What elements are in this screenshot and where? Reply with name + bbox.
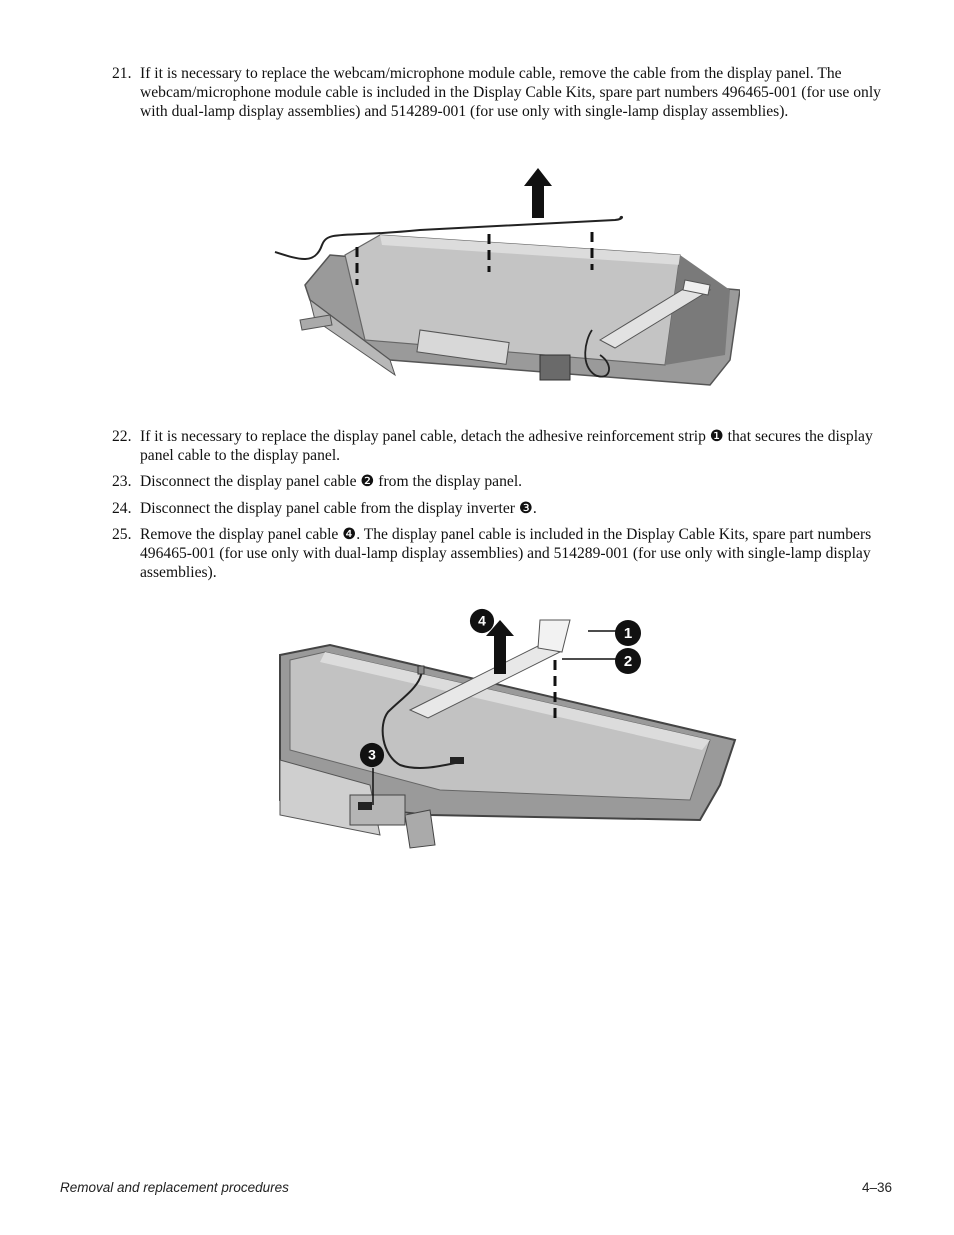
step-number: 25. xyxy=(112,526,132,543)
step-text: Remove the display panel cable ❹. The display panel cable is included in the Display Cable Kits, spare part numbers 496465-001 (for use only with dual-lamp display assemblies) and 514289-001 (for use only with single-lamp display assemblies). xyxy=(140,526,872,581)
svg-text:1: 1 xyxy=(623,625,633,642)
callout-badge-4 xyxy=(469,608,495,634)
footer-page-number: 4–36 xyxy=(861,1180,892,1195)
step-21 xyxy=(112,64,902,121)
step-number: 22. xyxy=(112,428,132,445)
step-text: Disconnect the display panel cable from the display inverter ❸. xyxy=(140,500,537,517)
step-22 xyxy=(112,427,902,465)
svg-text:2: 2 xyxy=(623,653,633,670)
step-number: 21. xyxy=(112,65,132,82)
step-25 xyxy=(112,525,902,582)
step-text: If it is necessary to replace the webcam/microphone module cable, remove the cable from the display panel. The webcam/microphone module cable is included in the Display Cable Kits, spare part numbers 496465-001 (for use only with dual-lamp display assemblies) and 514289-001 (for use only with single-lamp display assemblies). xyxy=(140,65,881,120)
callout-badge-2 xyxy=(614,647,642,675)
step-number: 23. xyxy=(112,473,132,490)
step-number: 24. xyxy=(112,500,132,517)
step-23 xyxy=(112,472,902,491)
figure-webcam-cable-removal xyxy=(270,160,740,410)
step-text: Disconnect the display panel cable ❷ from the display panel. xyxy=(140,473,523,490)
footer-section-title: Removal and replacement procedures xyxy=(60,1180,289,1195)
figure-display-panel-cable-removal xyxy=(270,600,750,860)
callout-badge-1 xyxy=(614,619,642,647)
step-24 xyxy=(112,499,902,518)
step-text: If it is necessary to replace the display panel cable, detach the adhesive reinforcement strip ❶ that secures the display panel cable to the display panel. xyxy=(140,428,873,464)
callout-badge-3 xyxy=(359,742,385,768)
svg-text:3: 3 xyxy=(368,746,376,763)
svg-text:4: 4 xyxy=(478,612,486,629)
